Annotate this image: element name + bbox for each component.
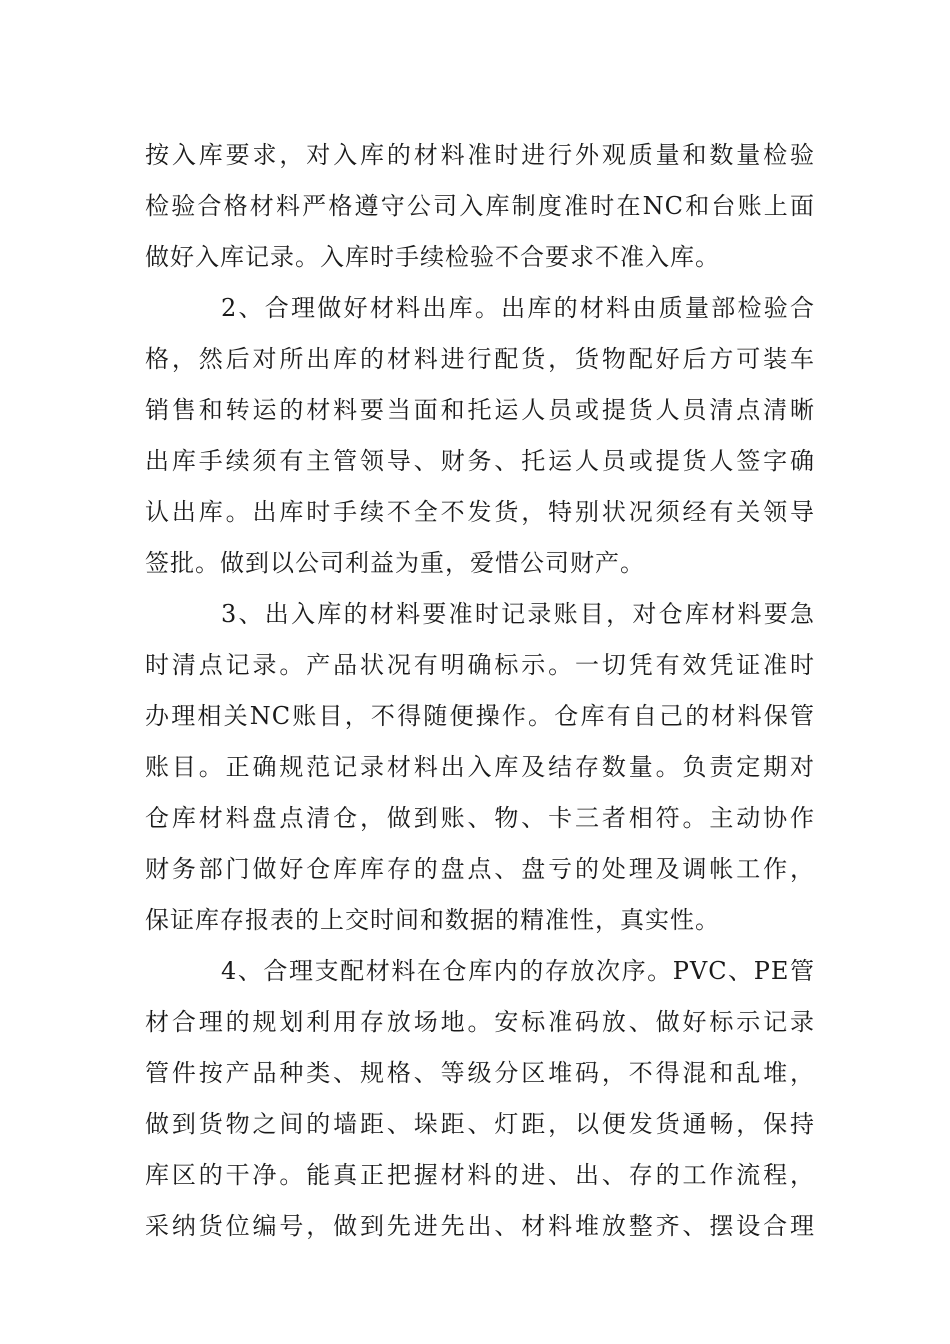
paragraph-first-line: 4、合理支配材料在仓库内的存放次序。PVC、PE管 — [221, 957, 815, 985]
text-line: 出库手续须有主管领导、财务、托运人员或提货人签字确 — [145, 447, 815, 475]
paragraph-first-line: 2、合理做好材料出库。出库的材料由质量部检验合 — [221, 294, 815, 322]
text-line: 财务部门做好仓库库存的盘点、盘亏的处理及调帐工作， — [145, 855, 815, 883]
text-line: 做好入库记录。入库时手续检验不合要求不准入库。 — [145, 243, 720, 271]
paragraph-first-line: 3、出入库的材料要准时记录账目，对仓库材料要急 — [221, 600, 815, 628]
text-line: 材合理的规划利用存放场地。安标准码放、做好标示记录 — [145, 1008, 815, 1036]
text-line: 认出库。出库时手续不全不发货，特别状况须经有关领导 — [145, 498, 815, 526]
text-line: 仓库材料盘点清仓，做到账、物、卡三者相符。主动协作 — [145, 804, 815, 832]
text-line: 做到货物之间的墙距、垛距、灯距，以便发货通畅，保持 — [145, 1110, 815, 1138]
text-line: 格，然后对所出库的材料进行配货，货物配好后方可装车 — [145, 345, 815, 373]
text-line: 时清点记录。产品状况有明确标示。一切凭有效凭证准时 — [145, 651, 815, 679]
text-line: 账目。正确规范记录材料出入库及结存数量。负责定期对 — [145, 753, 815, 781]
text-line: 办理相关NC账目，不得随便操作。仓库有自己的材料保管 — [145, 702, 815, 730]
text-line: 管件按产品种类、规格、等级分区堆码，不得混和乱堆， — [145, 1059, 815, 1087]
document-body-text — [145, 130, 815, 1252]
text-line: 签批。做到以公司利益为重，爱惜公司财产。 — [145, 549, 645, 577]
text-line: 库区的干净。能真正把握材料的进、出、存的工作流程， — [145, 1161, 815, 1189]
text-line: 销售和转运的材料要当面和托运人员或提货人员清点清晰 — [145, 396, 815, 424]
text-line: 采纳货位编号，做到先进先出、材料堆放整齐、摆设合理 — [145, 1212, 815, 1240]
text-line: 按入库要求，对入库的材料准时进行外观质量和数量检验 — [145, 141, 815, 169]
text-line: 检验合格材料严格遵守公司入库制度准时在NC和台账上面 — [145, 192, 815, 220]
text-line: 保证库存报表的上交时间和数据的精准性，真实性。 — [145, 906, 720, 934]
